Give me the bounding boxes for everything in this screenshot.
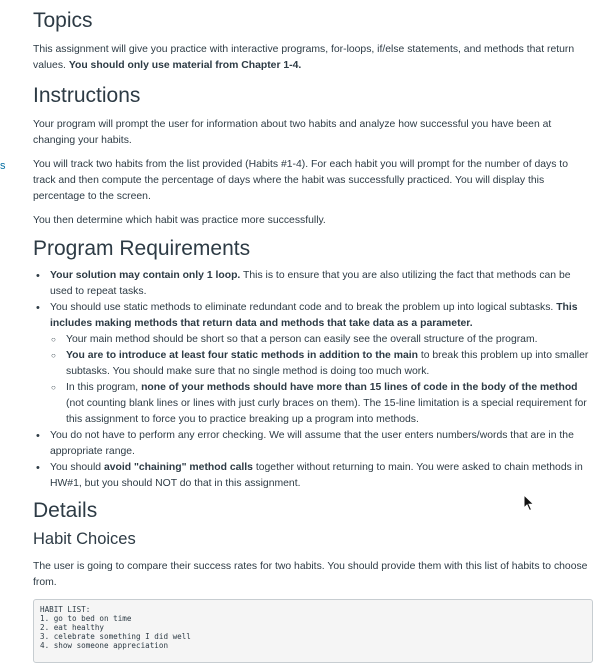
habit-list-code-block: HABIT LIST: 1. go to bed on time 2. eat healthy 3. celebrate something I did well 4. show someone appreciation [33, 599, 593, 663]
requirement-1-text: This is to ensure that you are also utilizing the fact that methods can be used to repeat tasks. [50, 269, 571, 297]
sub-requirement-2-bold: You are to introduce at least four static methods in addition to the main [66, 349, 418, 361]
instructions-paragraph-2: You will track two habits from the list provided (Habits #1-4). For each habit you will prompt for the number of days to track and then compute the percentage of days where the habit was successfully practiced. You will display this percentage to the screen. [33, 159, 568, 203]
requirement-2-bold: This includes making methods that return data and methods that take data as a parameter. [50, 301, 578, 329]
instructions-paragraph-1: Your program will prompt the user for information about two habits and analyze how successful you have been at changing your habits. [33, 119, 552, 147]
requirement-item-static-methods [33, 300, 593, 428]
program-requirements-heading: Program Requirements [33, 237, 251, 261]
requirement-4-text: together without returning to main. You were asked to chain methods in HW#1, but you should NOT do that in this assignment. [50, 461, 583, 489]
habit-choices-paragraph: The user is going to compare their success rates for two habits. You should provide them with this list of habits to choose from. [33, 560, 588, 588]
requirements-sublist [50, 332, 593, 428]
requirement-item-chaining [33, 460, 593, 492]
requirement-1-bold: Your solution may contain only 1 loop. [50, 269, 241, 281]
topics-paragraph [33, 42, 593, 74]
sub-requirement-3-text: (not counting blank lines or lines with just curly braces on them). The 15-line limitation is a special requirement for this assignment to force you to practice breaking up a program into methods. [66, 397, 587, 425]
details-heading: Details [33, 498, 98, 522]
requirement-2-text: You should use static methods to eliminate redundant code and to break the problem up into logical subtasks. [50, 301, 557, 313]
instructions-heading: Instructions [33, 84, 141, 108]
topics-text: This assignment will give you practice with interactive programs, for-loops, if/else statements, and methods that return values. [33, 44, 575, 72]
assignment-content [33, 0, 593, 663]
requirement-4-bold: avoid "chaining" method calls [103, 461, 253, 473]
sub-requirement-15-lines [50, 380, 593, 428]
topics-bold-text: You should only use material from Chapter 1-4. [68, 60, 302, 72]
sub-requirement-3-bold: none of your methods should have more than 15 lines of code in the body of the method [141, 381, 578, 393]
requirement-item-error-checking: • You do not have to perform any error checking. We will assume that the user enters numbers/words that are in the appropriate range. [33, 428, 593, 460]
sub-requirement-main-short: ○ Your main method should be short so that a person can easily see the overall structure of the program. [50, 332, 593, 348]
requirement-4-pre: You should [50, 461, 104, 473]
sub-requirement-2-text: to break this problem up into smaller subtasks. You should make sure that no single method is doing too much work. [66, 349, 589, 377]
mouse-pointer-icon [523, 494, 535, 512]
sub-requirement-3-pre: In this program, [66, 381, 142, 393]
sub-requirement-four-methods [50, 348, 593, 380]
requirements-list [33, 268, 593, 492]
edge-link-fragment: s [0, 160, 6, 172]
topics-heading: Topics [33, 9, 93, 32]
requirement-item-loop [33, 268, 593, 300]
instructions-paragraph-3: You then determine which habit was practice more successfully. [33, 215, 326, 227]
habit-choices-heading: Habit Choices [33, 529, 136, 548]
